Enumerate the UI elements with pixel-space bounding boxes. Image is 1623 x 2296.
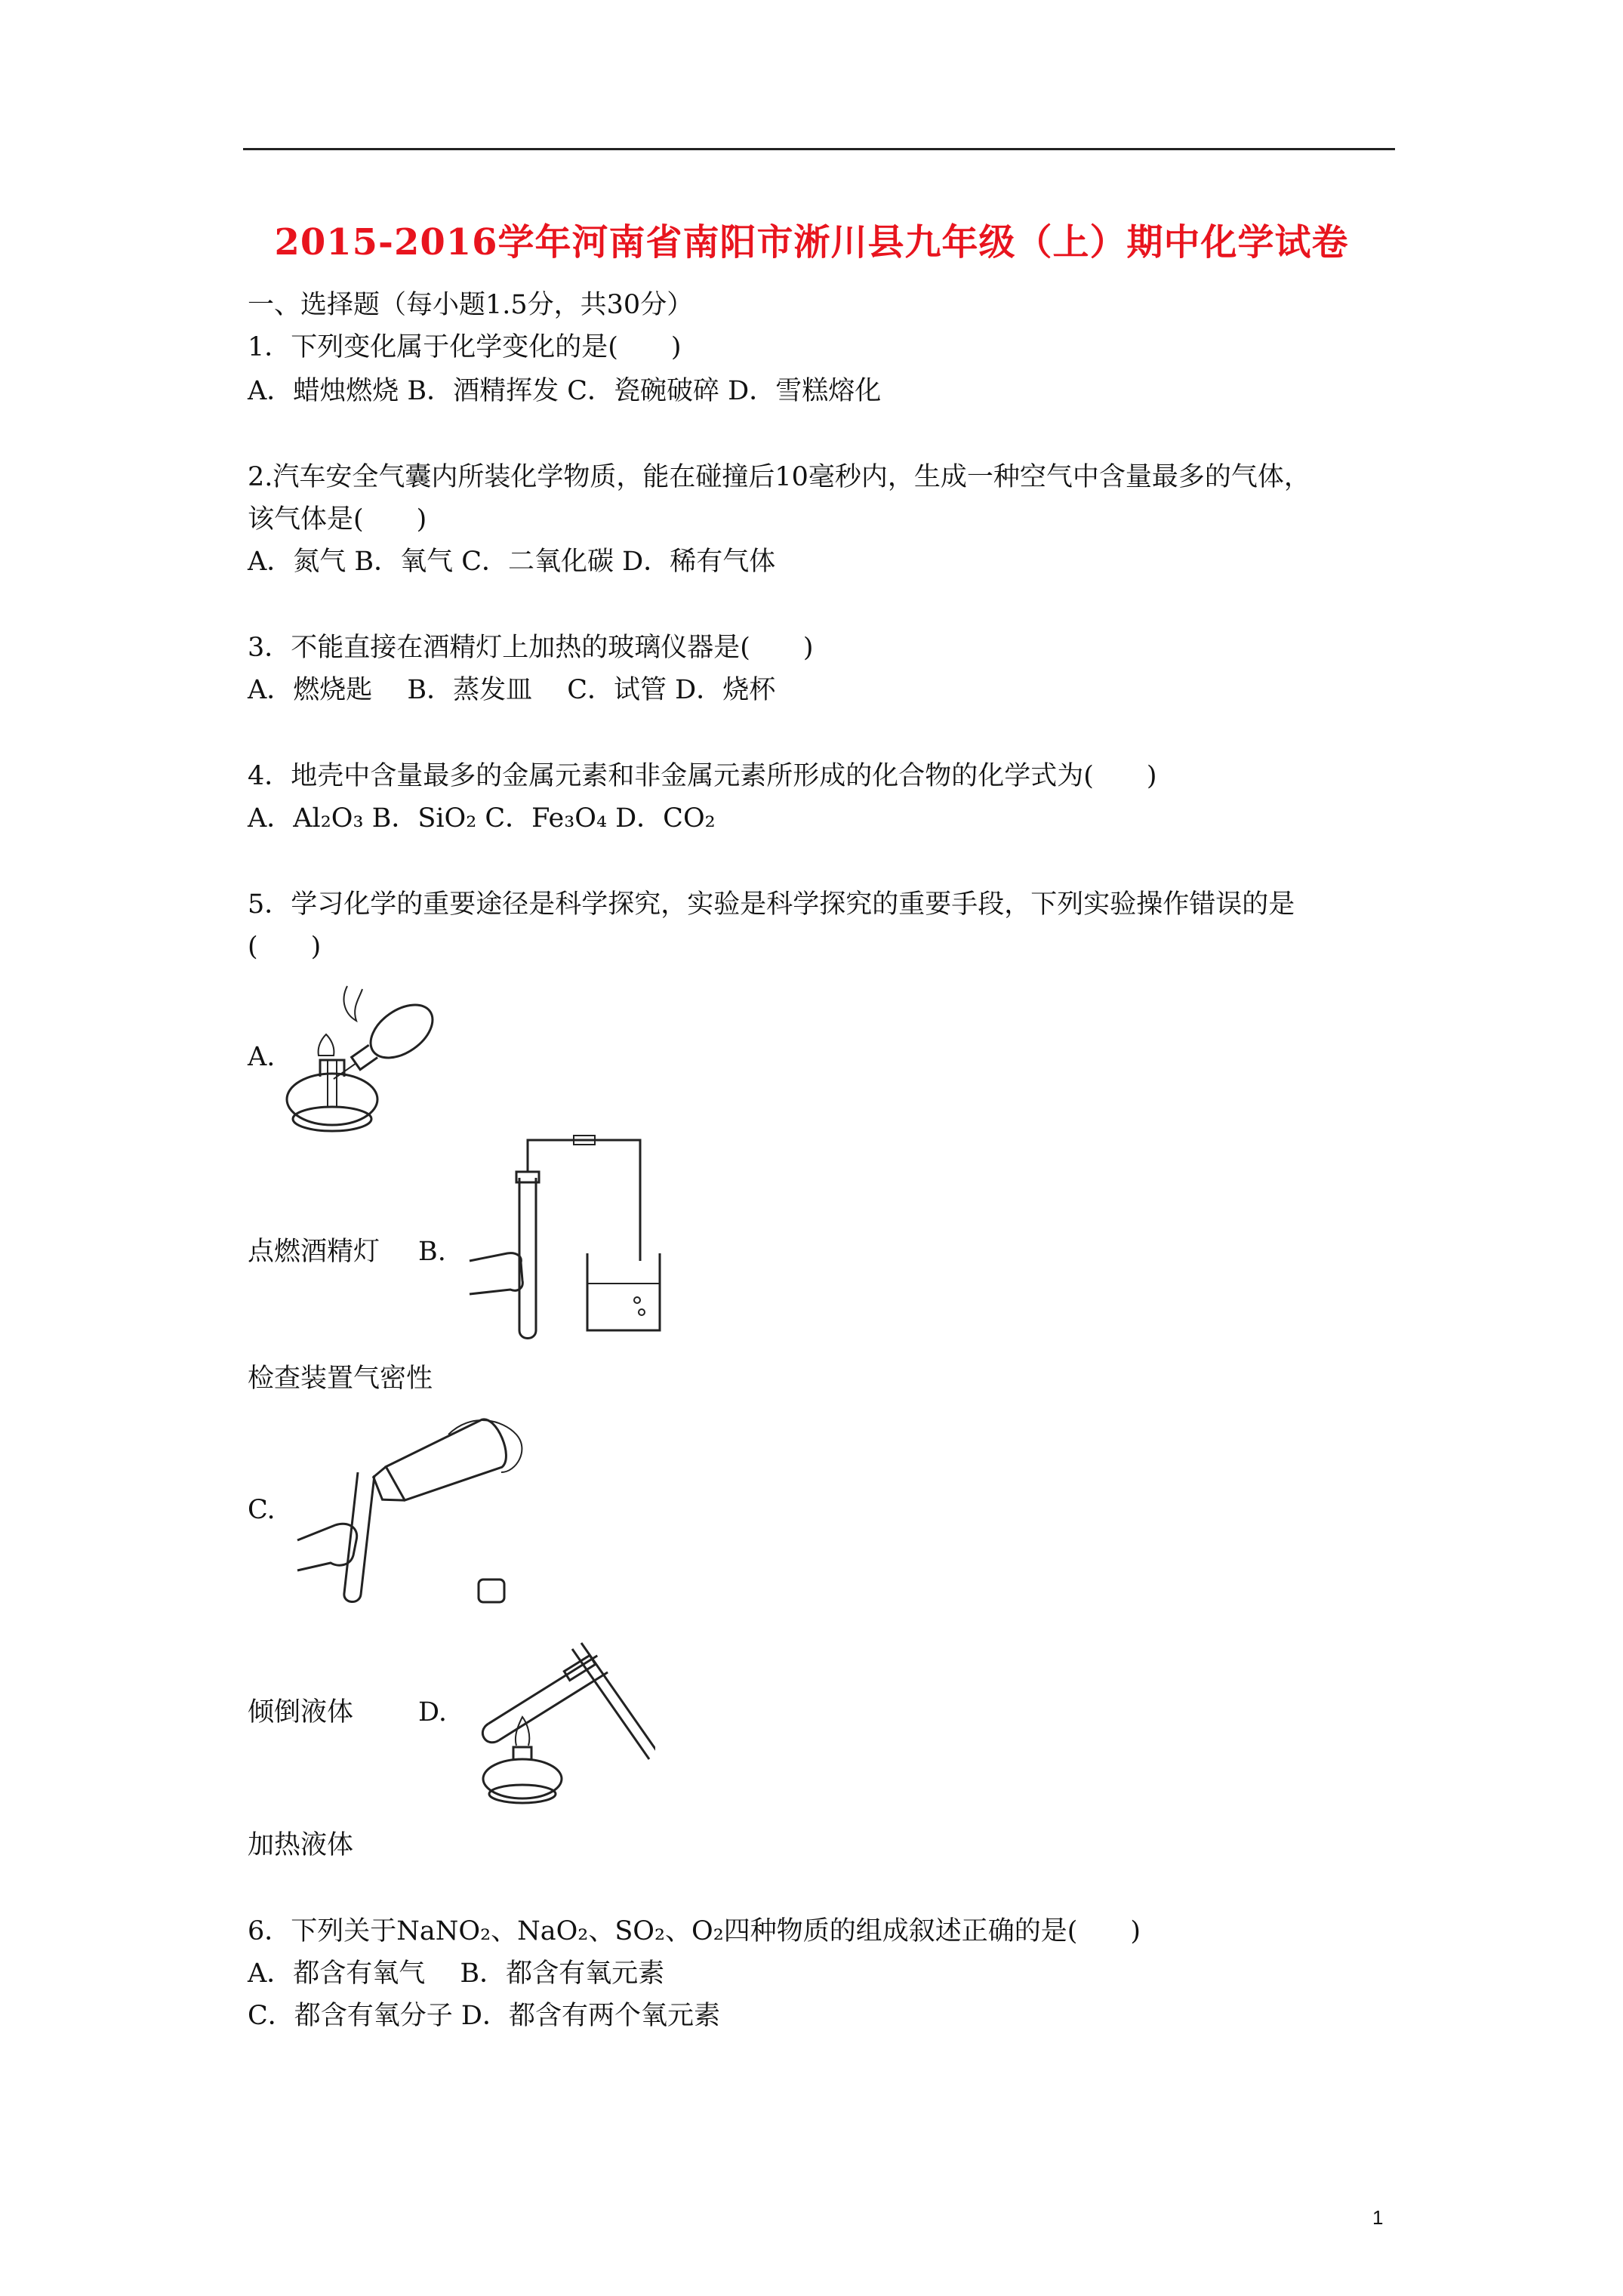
q6-options-line2: C．都含有氧分子 D．都含有两个氧元素 xyxy=(248,2001,720,2031)
q2-stem-line1: 2.汽车安全气囊内所装化学物质，能在碰撞后10毫秒内，生成一种空气中含量最多的气体， xyxy=(248,462,1310,492)
q6-options-line1: A．都含有氧气 B．都含有氧元素 xyxy=(248,1959,665,1989)
heating-liquid-figure xyxy=(459,1623,655,1812)
page-number: 1 xyxy=(1372,2206,1384,2229)
q2-options: A．氮气 B．氧气 C．二氧化碳 D．稀有气体 xyxy=(248,547,776,577)
q5-option-d-caption: 加热液体 xyxy=(248,1830,354,1860)
q5-option-d-letter: D. xyxy=(418,1697,447,1727)
q3-stem: 3．不能直接在酒精灯上加热的玻璃仪器是( ) xyxy=(248,633,814,663)
q6-stem: 6．下列关于NaNO₂、NaO₂、SO₂、O₂四种物质的组成叙述正确的是( ) xyxy=(248,1916,1141,1946)
q5-option-c-letter: C. xyxy=(248,1495,276,1525)
pouring-liquid-figure xyxy=(290,1404,531,1608)
q5-stem-line2: ( ) xyxy=(248,932,322,962)
q5-option-c-caption: 倾倒液体 xyxy=(248,1697,354,1727)
q3-options: A．燃烧匙 B．蒸发皿 C．试管 D．烧杯 xyxy=(248,675,776,705)
q5-option-b-letter: B. xyxy=(418,1237,446,1267)
q5-option-b-caption: 检查装置气密性 xyxy=(248,1364,433,1394)
q4-options: A．Al₂O₃ B．SiO₂ C．Fe₃O₄ D．CO₂ xyxy=(248,803,716,834)
q2-stem-line2: 该气体是( ) xyxy=(248,504,427,535)
q5-option-a-letter: A. xyxy=(248,1042,276,1072)
page-title: 2015-2016学年河南省南阳市淅川县九年级（上）期中化学试卷 xyxy=(274,221,1349,264)
header-rule xyxy=(243,148,1395,150)
q5-option-a-caption: 点燃酒精灯 xyxy=(248,1237,380,1267)
q5-stem-line1: 5．学习化学的重要途径是科学探究，实验是科学探究的重要手段，下列实验操作错误的是 xyxy=(248,889,1295,920)
airtightness-check-figure xyxy=(462,1133,666,1344)
lighting-alcohol-lamp-figure xyxy=(273,971,447,1145)
q1-stem: 1．下列变化属于化学变化的是( ) xyxy=(248,332,682,362)
section-heading: 一、选择题（每小题1.5分，共30分） xyxy=(248,290,694,320)
q4-stem: 4．地壳中含量最多的金属元素和非金属元素所形成的化合物的化学式为( ) xyxy=(248,761,1157,791)
q1-options: A．蜡烛燃烧 B．酒精挥发 C．瓷碗破碎 D．雪糕熔化 xyxy=(248,376,882,406)
